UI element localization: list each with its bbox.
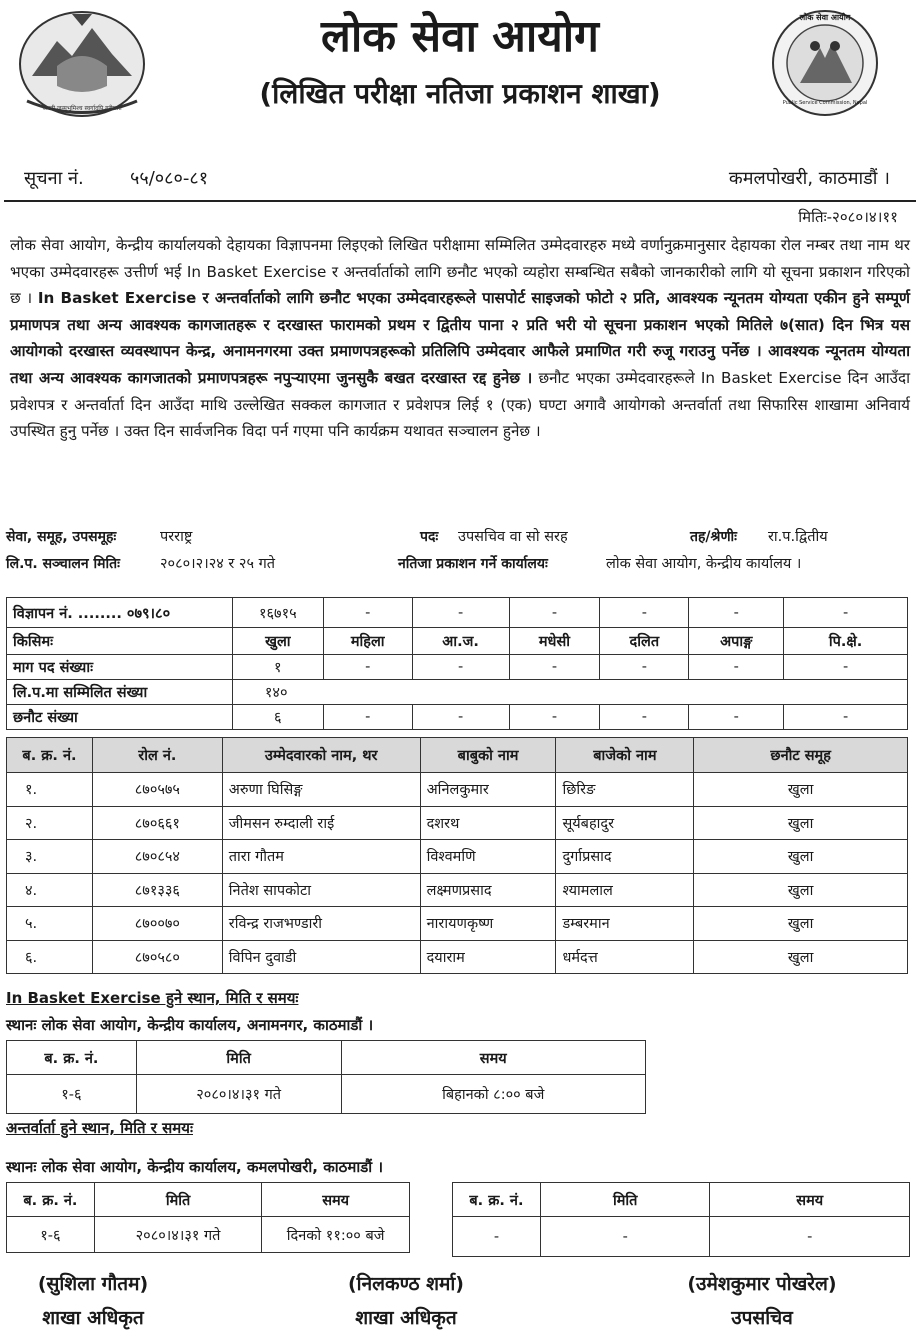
selected-cell: - <box>509 705 600 730</box>
basket-table <box>6 1040 646 1114</box>
signatory-title: उपसचिव <box>731 1307 793 1329</box>
basket-header <box>7 1041 646 1075</box>
col-header: ब. क्र. नं. <box>7 1041 137 1075</box>
name-cell: विपिन दुवाडी <box>222 940 420 974</box>
table-row <box>453 1217 910 1257</box>
seal-text-top: लोक सेवा आयोग <box>799 13 851 22</box>
adv-row <box>7 598 908 628</box>
body-requirements: In Basket Exercise र अन्तर्वार्ताको लागि छनौट भएका उम्मेदवारहरूले पासपोर्ट साइजको फोटो २ प्रति, आवश्यक न्यूनतम योग्यता एकीन हुने सम्पूर्ण प्रमाणपत्र तथा अन्य आवश्यक कागजातहरू र दरखास्त फारामको प्रथम र द्वितीय पाना २ प्रति भरी यो सूचना प्रकाशन भएको मितिले ७(सात) दिन भित्र यस आयोगको दरखास्त व्यवस्थापन केन्द्र, अनामनगरमा उक्त प्रमाणपत्रहरूको प्रतिलिपि उम्मेदवार आफैले प्रमाणित गरी रुजू गराउनु पर्नेछ । आवश्यक न्यूनतम योग्यता तथा अन्य आवश्यक कागजातको प्रमाणपत्रहरू नपुऱ्याएमा जुनसुकै बखत दरखास्त रद्द हुनेछ । <box>10 289 911 387</box>
serial-cell: - <box>453 1217 541 1257</box>
selected-cell: - <box>600 705 689 730</box>
notice-number: ५५/०८०-८१ <box>130 168 209 189</box>
level-label: तह/श्रेणीः <box>690 529 738 545</box>
name-cell: रविन्द्र राजभण्डारी <box>222 907 420 941</box>
serial-cell: ४. <box>7 873 93 907</box>
col-header: छनौट समूह <box>694 738 908 773</box>
signatory-name: (निलकण्ठ शर्मा) <box>348 1273 464 1295</box>
time-cell: बिहानको ८:०० बजे <box>341 1075 646 1114</box>
name-cell: जीमसन रुम्दाली राई <box>222 806 420 840</box>
service-label: सेवा, समूह, उपसमूहः <box>6 529 117 545</box>
father-cell: विश्वमणि <box>420 840 556 874</box>
group-cell: खुला <box>694 940 908 974</box>
interview-place: स्थानः लोक सेवा आयोग, केन्द्रीय कार्यालय, कमलपोखरी, काठमाडौं । <box>6 1158 384 1176</box>
serial-cell: २. <box>7 806 93 840</box>
type-row <box>7 628 908 655</box>
demand-label: माग पद संख्याः <box>7 655 233 680</box>
serial-cell: ५. <box>7 907 93 941</box>
body-intro: लोक सेवा आयोग, केन्द्रीय कार्यालयको देहायका विज्ञापनमा लिइएको लिखित परीक्षामा सम्मिलित उम्मेदवारहरु मध्ये वर्णानुक्रमानुसार देहायका रोल नम्बर तथा नाम थर भएका उम्मेदवारहरू उत्तीर्ण भई In Basket Exercise र अन्तर्वार्ताको लागि छनौट भएको व्यहोरा सम्बन्धित सबैको जानकारीको लागि यो सूचना प्रकाशन गरिएको छ । <box>10 236 910 308</box>
demand-cell: - <box>323 655 412 680</box>
col-header: रोल नं. <box>92 738 222 773</box>
signatory-name: (सुशिला गौतम) <box>37 1273 149 1295</box>
selected-cell: - <box>784 705 908 730</box>
type-cell: खुला <box>232 628 323 655</box>
seal-text-bottom: Public Service Commission, Nepal <box>782 100 868 106</box>
adv-label: विज्ञापन नं. ........ ०७९।८० <box>7 598 233 628</box>
serial-cell: १-६ <box>7 1075 137 1114</box>
level-value: रा.प.द्वितीय <box>768 529 828 545</box>
roll-cell: ८७०५७५ <box>92 773 222 807</box>
roll-cell: ८७१३३६ <box>92 873 222 907</box>
demand-cell: - <box>689 655 784 680</box>
emblem-motto: जननी जन्मभूमिश्च स्वर्गादपि गरीयसी <box>42 105 122 112</box>
interview-heading: अन्तर्वार्ता हुने स्थान, मिति र समयः <box>6 1119 193 1137</box>
col-header: मिति <box>94 1183 261 1217</box>
type-cell: मधेसी <box>509 628 600 655</box>
office-label: नतिजा प्रकाशन गर्ने कार्यालयः <box>398 556 548 572</box>
col-header: बाबुको नाम <box>420 738 556 773</box>
post-value: उपसचिव वा सो सरह <box>458 529 568 545</box>
type-label: किसिमः <box>7 628 233 655</box>
father-cell: दशरथ <box>420 806 556 840</box>
signatory-title: शाखा अधिकृत <box>355 1307 457 1329</box>
adv-cell: - <box>689 598 784 628</box>
grandfather-cell: छिरिङ <box>556 773 694 807</box>
candidates-header <box>7 738 908 773</box>
demand-cell: - <box>509 655 600 680</box>
exam-date-value: २०८०।२।२४ र २५ गते <box>160 556 276 572</box>
demand-cell: १ <box>232 655 323 680</box>
grandfather-cell: सूर्यबहादुर <box>556 806 694 840</box>
table-row <box>7 1217 410 1253</box>
table-row <box>7 806 908 840</box>
col-header: समय <box>341 1041 646 1075</box>
signatory-name: (उमेशकुमार पोखरेल) <box>687 1273 837 1295</box>
selected-row <box>7 705 908 730</box>
roll-cell: ८७०६६१ <box>92 806 222 840</box>
demand-cell: - <box>600 655 689 680</box>
basket-heading: In Basket Exercise हुने स्थान, मिति र समयः <box>6 989 299 1007</box>
table-row <box>7 773 908 807</box>
appeared-value: १४० <box>232 680 907 705</box>
date-cell: २०८०।४।३१ गते <box>94 1217 261 1253</box>
basket-place: स्थानः लोक सेवा आयोग, केन्द्रीय कार्यालय, अनामनगर, काठमाडौं । <box>6 1016 374 1034</box>
father-cell: लक्ष्मणप्रसाद <box>420 873 556 907</box>
selected-label: छनौट संख्या <box>7 705 233 730</box>
col-header: समय <box>710 1183 910 1217</box>
signatory-title: शाखा अधिकृत <box>42 1307 144 1329</box>
col-header: बाजेको नाम <box>556 738 694 773</box>
date-cell: - <box>540 1217 710 1257</box>
serial-cell: १. <box>7 773 93 807</box>
sub-title: (लिखित परीक्षा नतिजा प्रकाशन शाखा) <box>259 77 661 110</box>
table-row <box>7 907 908 941</box>
grandfather-cell: दुर्गाप्रसाद <box>556 840 694 874</box>
selected-cell: - <box>689 705 784 730</box>
group-cell: खुला <box>694 873 908 907</box>
signature-block <box>318 1270 494 1330</box>
notice-body <box>10 232 910 445</box>
interview-table <box>6 1182 410 1253</box>
group-cell: खुला <box>694 840 908 874</box>
name-cell: नितेश सापकोटा <box>222 873 420 907</box>
table-row <box>7 840 908 874</box>
adv-cell: - <box>509 598 600 628</box>
group-cell: खुला <box>694 907 908 941</box>
selected-cell: - <box>412 705 509 730</box>
grandfather-cell: धर्मदत्त <box>556 940 694 974</box>
demand-cell: - <box>784 655 908 680</box>
office-value: लोक सेवा आयोग, केन्द्रीय कार्यालय । <box>606 556 802 572</box>
roll-cell: ८७०८५४ <box>92 840 222 874</box>
time-cell: दिनको ११:०० बजे <box>262 1217 410 1253</box>
appeared-row <box>7 680 908 705</box>
type-cell: पि.क्षे. <box>784 628 908 655</box>
adv-cell: - <box>784 598 908 628</box>
group-cell: खुला <box>694 773 908 807</box>
post-label: पदः <box>420 529 439 545</box>
notice-number-label: सूचना नं. <box>24 168 84 189</box>
col-header: ब. क्र. नं. <box>453 1183 541 1217</box>
grandfather-cell: डम्बरमान <box>556 907 694 941</box>
name-cell: अरुणा घिसिङ्ग <box>222 773 420 807</box>
time-cell: - <box>710 1217 910 1257</box>
adv-cell: - <box>412 598 509 628</box>
serial-cell: १-६ <box>7 1217 95 1253</box>
table-row <box>7 1075 646 1114</box>
candidates-table <box>6 737 908 974</box>
demand-cell: - <box>412 655 509 680</box>
col-header: समय <box>262 1183 410 1217</box>
father-cell: नारायणकृष्ण <box>420 907 556 941</box>
selected-cell: ६ <box>232 705 323 730</box>
service-value: परराष्ट्र <box>160 529 193 545</box>
exam-date-label: लि.प. सञ्चालन मितिः <box>6 556 120 572</box>
col-header: ब. क्र. नं. <box>7 738 93 773</box>
notice-location: कमलपोखरी, काठमाडौं । <box>728 168 890 189</box>
table-row <box>7 873 908 907</box>
father-cell: अनिलकुमार <box>420 773 556 807</box>
father-cell: दयाराम <box>420 940 556 974</box>
interview-table-2 <box>452 1182 910 1257</box>
header-divider <box>4 200 916 202</box>
type-cell: अपाङ्ग <box>689 628 784 655</box>
col-header: मिति <box>540 1183 710 1217</box>
type-cell: महिला <box>323 628 412 655</box>
demand-row <box>7 655 908 680</box>
type-cell: दलित <box>600 628 689 655</box>
col-header: उम्मेदवारको नाम, थर <box>222 738 420 773</box>
table-row <box>7 940 908 974</box>
col-header: ब. क्र. नं. <box>7 1183 95 1217</box>
adv-cell: - <box>323 598 412 628</box>
body-attendance: छनौट भएका उम्मेदवारहरूले In Basket Exercise दिन आउँदा प्रवेशपत्र र अन्तर्वार्ता दिन आउँदा माथि उल्लेखित सक्कल कागजात र प्रवेशपत्र लिई १ (एक) घण्टा अगावै आयोगको अन्तर्वार्ता तथा सिफारिस शाखामा अनिवार्य उपस्थित हुनु पर्नेछ । उक्त दिन सार्वजनिक विदा पर्न गएमा पनि कार्यक्रम यथावत सञ्चालन हुनेछ । <box>10 368 911 441</box>
interview-header-2 <box>453 1183 910 1217</box>
advertisement-table <box>6 597 908 730</box>
signature-block <box>8 1270 178 1330</box>
name-cell: तारा गौतम <box>222 840 420 874</box>
notice-date: मितिः-२०८०।४।११ <box>798 208 898 226</box>
date-cell: २०८०।४।३१ गते <box>136 1075 341 1114</box>
col-header: मिति <box>136 1041 341 1075</box>
type-cell: आ.ज. <box>412 628 509 655</box>
org-name: लोक सेवा आयोग <box>321 11 599 62</box>
signature-block <box>650 1270 874 1330</box>
adv-cell: - <box>600 598 689 628</box>
serial-cell: ६. <box>7 940 93 974</box>
roll-cell: ८७०५८० <box>92 940 222 974</box>
serial-cell: ३. <box>7 840 93 874</box>
grandfather-cell: श्यामलाल <box>556 873 694 907</box>
roll-cell: ८७००७० <box>92 907 222 941</box>
adv-cell: १६७१५ <box>232 598 323 628</box>
group-cell: खुला <box>694 806 908 840</box>
interview-header <box>7 1183 410 1217</box>
appeared-label: लि.प.मा सम्मिलित संख्या <box>7 680 233 705</box>
selected-cell: - <box>323 705 412 730</box>
